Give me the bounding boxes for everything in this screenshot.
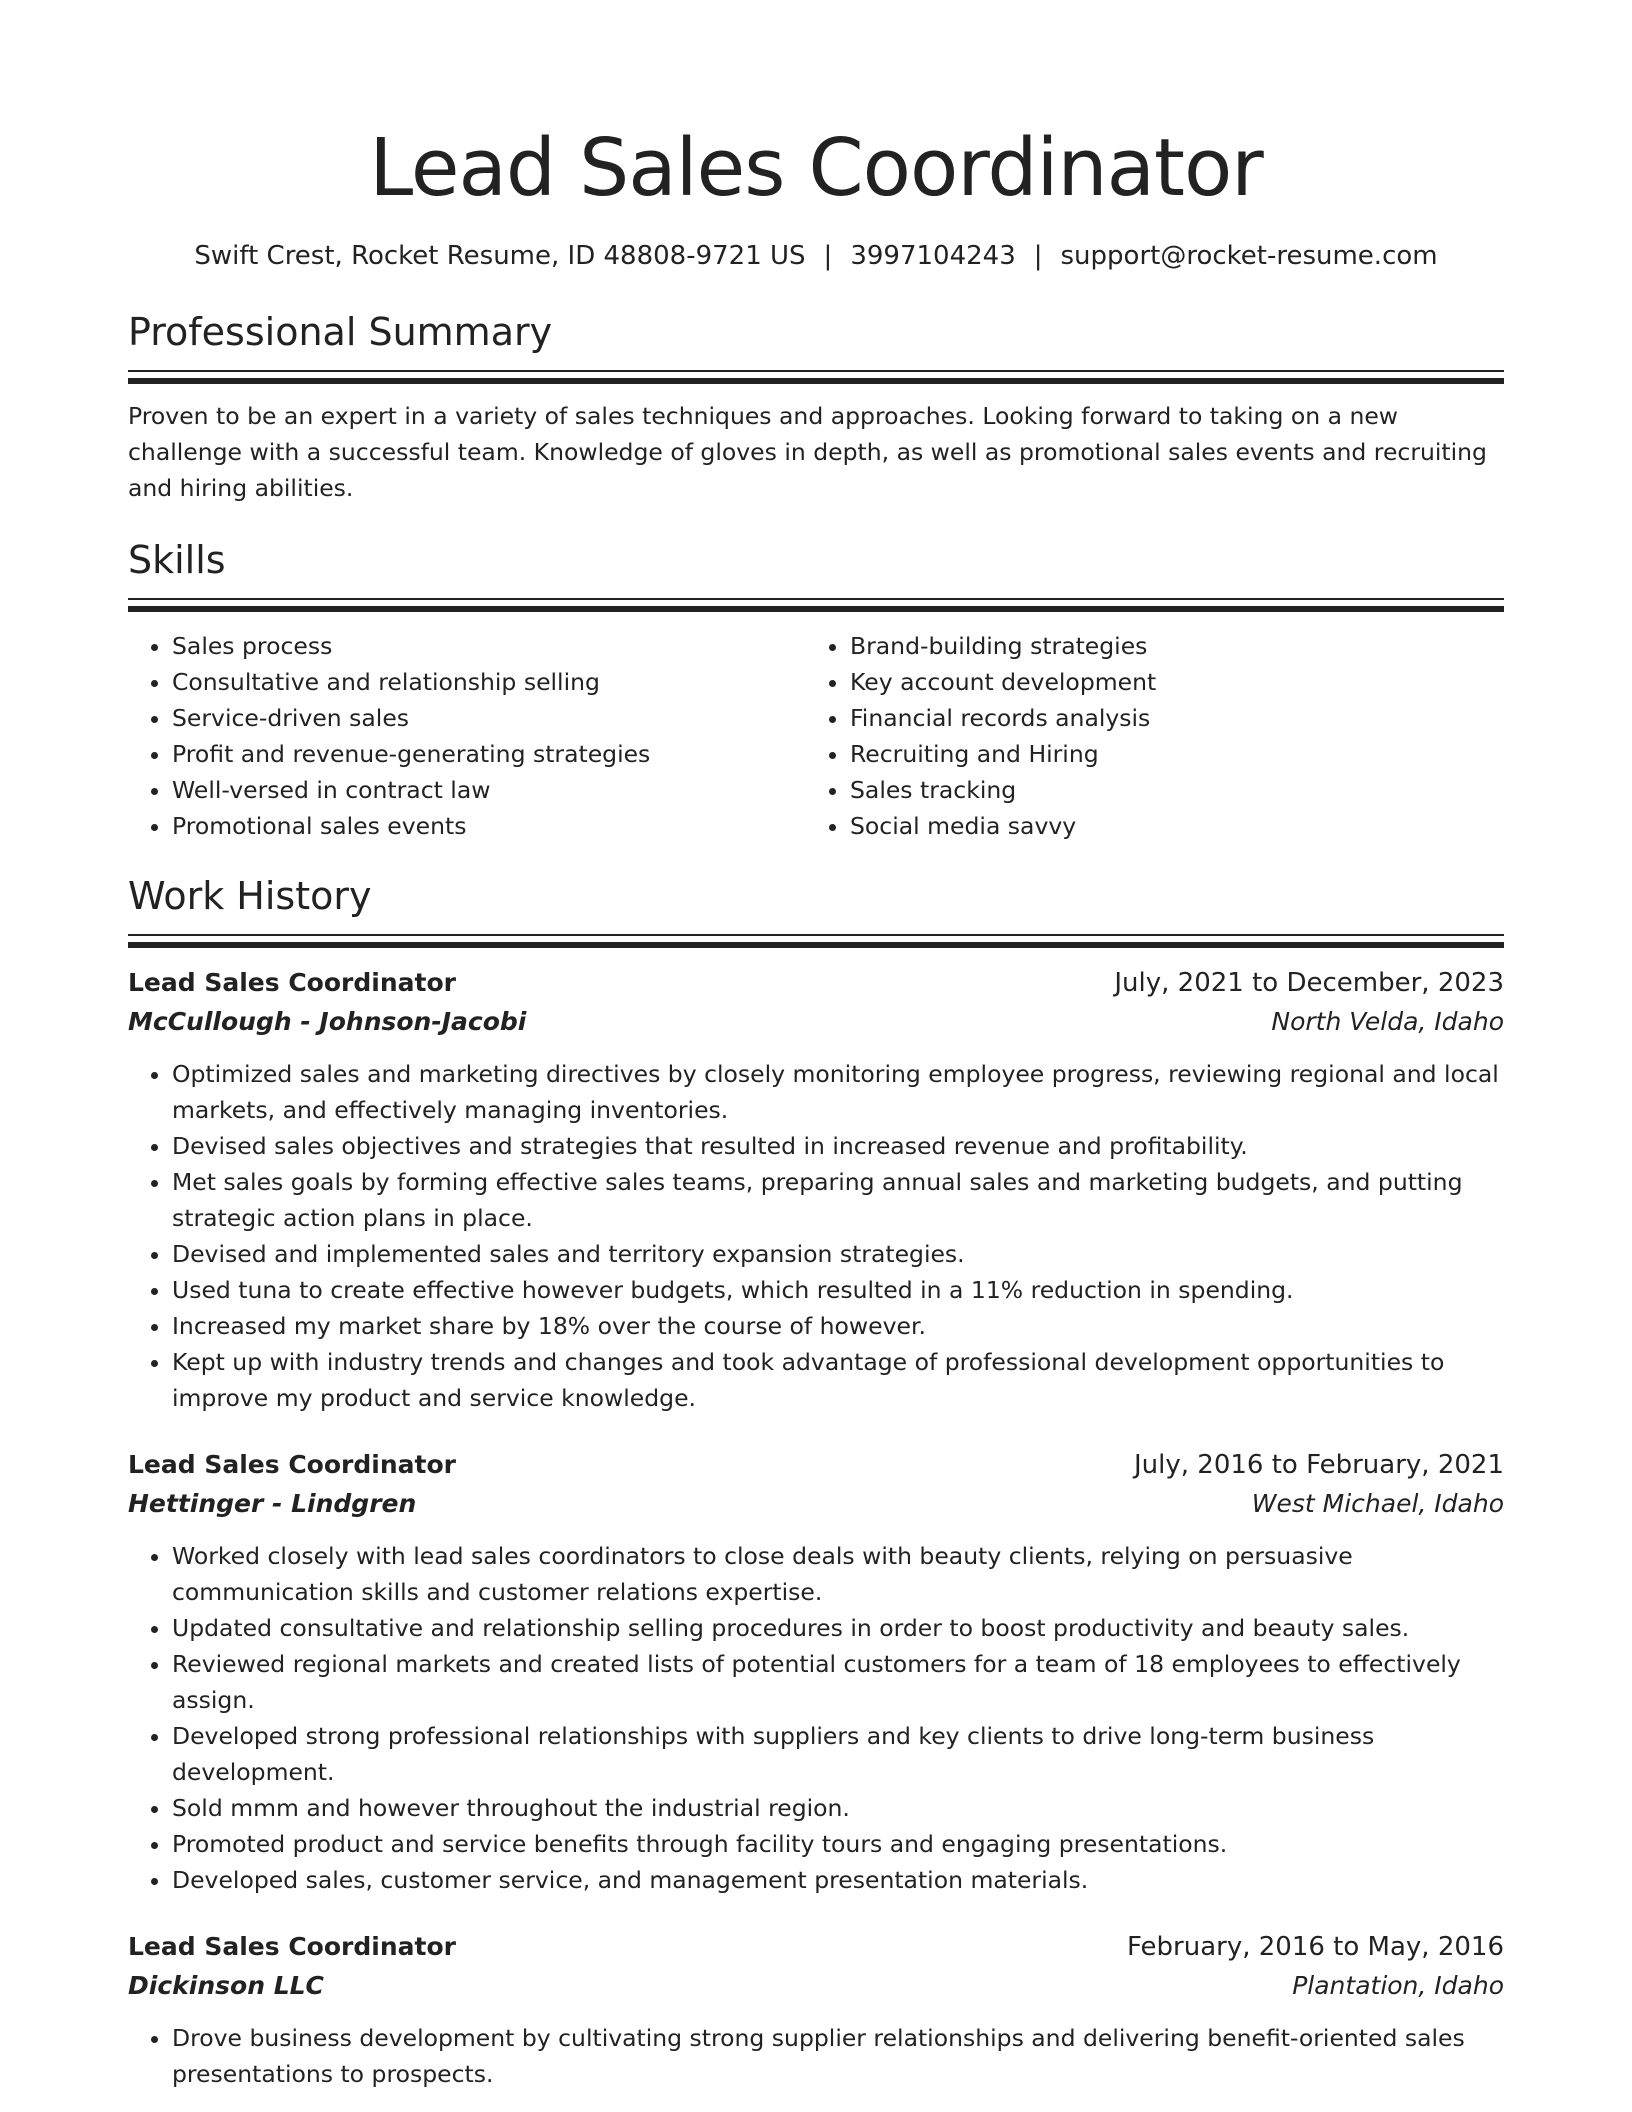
job-bullet: • Used tuna to create effective however budgets, which resulted in a 11% reduction in spending. bbox=[172, 1272, 1504, 1308]
work-history-section bbox=[128, 872, 1504, 2092]
job-bullet: • Kept up with industry trends and changes and took advantage of professional development opportunities to improve my product and service knowledge. bbox=[172, 1344, 1504, 1416]
job-bullet: • Met sales goals by forming effective sales teams, preparing annual sales and marketing budgets, and putting strategic action plans in place. bbox=[172, 1164, 1504, 1236]
resume-page bbox=[128, 0, 1504, 2092]
skill-item: • Key account development bbox=[850, 664, 1484, 700]
skills-list-right bbox=[806, 628, 1484, 844]
job-company: Dickinson LLC bbox=[128, 1971, 324, 2000]
job-company: Hettinger - Lindgren bbox=[128, 1489, 417, 1518]
skill-item: • Promotional sales events bbox=[172, 808, 806, 844]
job-bullet: • Promoted product and service benefits through facility tours and engaging presentations. bbox=[172, 1826, 1504, 1862]
contact-line bbox=[128, 238, 1504, 274]
job-dates: July, 2016 to February, 2021 bbox=[1134, 1450, 1504, 1480]
skills-heading: Skills bbox=[128, 538, 226, 582]
job-bullet: • Sold mmm and however throughout the industrial region. bbox=[172, 1790, 1504, 1826]
job-bullet: • Optimized sales and marketing directives by closely monitoring employee progress, reviewing regional and local markets, and effectively managing inventories. bbox=[172, 1056, 1504, 1128]
skills-list-left bbox=[128, 628, 806, 844]
job-entry bbox=[128, 1928, 1504, 2092]
job-title: Lead Sales Coordinator bbox=[128, 968, 456, 997]
skill-item: • Social media savvy bbox=[850, 808, 1484, 844]
summary-heading: Professional Summary bbox=[128, 310, 553, 354]
skills-section bbox=[128, 536, 1504, 844]
job-company: McCullough - Johnson-Jacobi bbox=[128, 1007, 527, 1036]
skills-columns bbox=[128, 628, 1504, 844]
skill-item: • Sales process bbox=[172, 628, 806, 664]
skill-item: • Sales tracking bbox=[850, 772, 1484, 808]
job-dates: February, 2016 to May, 2016 bbox=[1127, 1932, 1504, 1962]
job-bullets bbox=[128, 2020, 1504, 2092]
job-entry bbox=[128, 1446, 1504, 1898]
job-title: Lead Sales Coordinator bbox=[128, 1450, 456, 1479]
contact-separator: | bbox=[1033, 241, 1043, 271]
job-bullet: • Increased my market share by 18% over the course of however. bbox=[172, 1308, 1504, 1344]
skill-item: • Profit and revenue-generating strategies bbox=[172, 736, 806, 772]
work-history-heading: Work History bbox=[128, 874, 372, 918]
section-divider bbox=[128, 598, 1504, 612]
job-bullets bbox=[128, 1538, 1504, 1898]
skill-item: • Consultative and relationship selling bbox=[172, 664, 806, 700]
job-location: Plantation, Idaho bbox=[1292, 1971, 1504, 2000]
skill-item: • Brand-building strategies bbox=[850, 628, 1484, 664]
job-bullet: • Developed sales, customer service, and management presentation materials. bbox=[172, 1862, 1504, 1898]
job-bullet: • Updated consultative and relationship selling procedures in order to boost productivity and beauty sales. bbox=[172, 1610, 1504, 1646]
job-dates: July, 2021 to December, 2023 bbox=[1114, 968, 1504, 998]
job-title: Lead Sales Coordinator bbox=[128, 1932, 456, 1961]
contact-phone: 3997104243 bbox=[850, 241, 1016, 271]
resume-name: Lead Sales Coordinator bbox=[369, 122, 1263, 214]
summary-section bbox=[128, 308, 1504, 506]
job-bullet: • Developed strong professional relationships with suppliers and key clients to drive long-term business development. bbox=[172, 1718, 1504, 1790]
contact-email: support@rocket-resume.com bbox=[1060, 241, 1438, 271]
job-location: West Michael, Idaho bbox=[1251, 1489, 1504, 1518]
contact-separator: | bbox=[823, 241, 833, 271]
job-bullet: • Drove business development by cultivating strong supplier relationships and delivering benefit-oriented sales presentations to prospects. bbox=[172, 2020, 1504, 2092]
skill-item: • Recruiting and Hiring bbox=[850, 736, 1484, 772]
skill-item: • Well-versed in contract law bbox=[172, 772, 806, 808]
contact-address: Swift Crest, Rocket Resume, ID 48808-9721 US bbox=[194, 241, 806, 271]
skill-item: • Service-driven sales bbox=[172, 700, 806, 736]
job-bullet: • Devised and implemented sales and territory expansion strategies. bbox=[172, 1236, 1504, 1272]
skill-item: • Financial records analysis bbox=[850, 700, 1484, 736]
job-entry bbox=[128, 964, 1504, 1416]
job-bullet: • Worked closely with lead sales coordinators to close deals with beauty clients, relying on persuasive communication skills and customer relations expertise. bbox=[172, 1538, 1504, 1610]
summary-text: Proven to be an expert in a variety of sales techniques and approaches. Looking forward to taking on a new challenge with a successful team. Knowledge of gloves in depth, as well as promotional sales events and recruiting and hiring abilities. bbox=[128, 402, 1487, 502]
section-divider bbox=[128, 370, 1504, 384]
job-location: North Velda, Idaho bbox=[1271, 1007, 1504, 1036]
job-bullet: • Devised sales objectives and strategies that resulted in increased revenue and profitability. bbox=[172, 1128, 1504, 1164]
section-divider bbox=[128, 934, 1504, 948]
job-bullets bbox=[128, 1056, 1504, 1416]
job-bullet: • Reviewed regional markets and created lists of potential customers for a team of 18 employees to effectively assign. bbox=[172, 1646, 1504, 1718]
